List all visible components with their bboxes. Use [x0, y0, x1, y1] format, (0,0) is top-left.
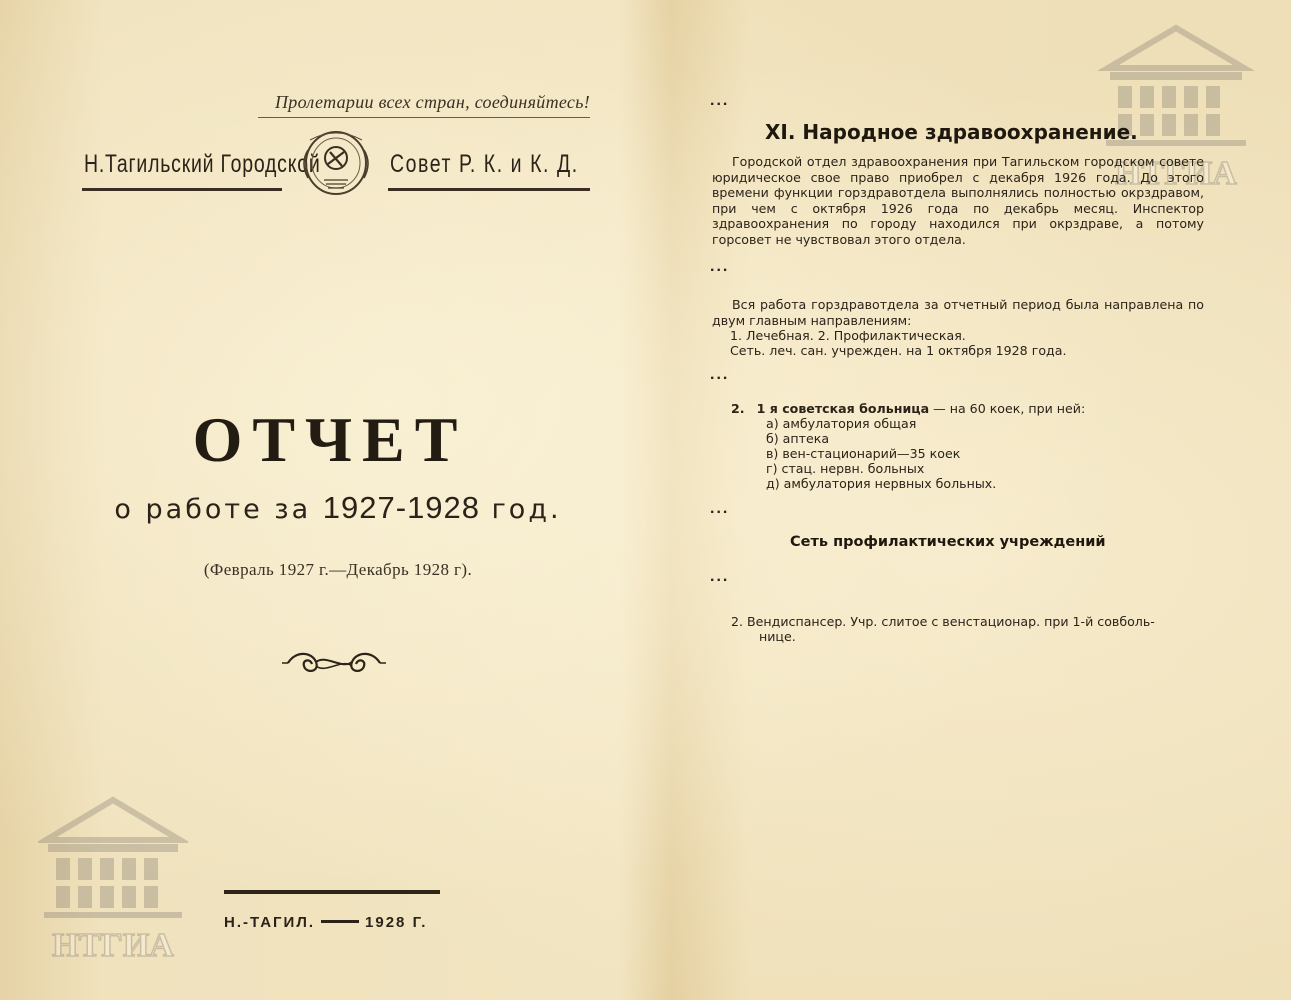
hospital-item: б) аптека — [766, 431, 830, 446]
ellipsis-marker: ... — [710, 500, 730, 517]
motto: Пролетарии всех стран, соединяйтесь! — [274, 92, 590, 112]
paragraph-directions: Вся работа горздравотдела за отчетный период была направлена по двум главным направлениям: — [712, 297, 1204, 328]
hospital-item: в) вен-стационарий—35 коек — [766, 446, 961, 461]
hospital-name: 1 я советская больница — [756, 401, 930, 416]
imprint-year: 1928 Г. — [365, 914, 428, 931]
network-text: Сеть. леч. сан. учрежден. на 1 октября 1928 года. — [730, 343, 1067, 358]
report-title: ОТЧЕТ — [192, 404, 468, 475]
watermark-label: НТГИА — [52, 927, 174, 964]
imprint-city: Н.-ТАГИЛ. — [224, 914, 316, 931]
hospital-item: г) стац. нервн. больных — [766, 461, 925, 476]
hospital-details: — на 60 коек, при ней: — [933, 401, 1086, 416]
soviet-emblem-icon — [294, 128, 378, 198]
ornament-flourish-icon — [278, 648, 390, 678]
report-period: (Февраль 1927 г.—Декабрь 1928 г). — [203, 560, 473, 579]
council-name-left: Н.Тагильский Городской — [84, 150, 321, 178]
imprint-dash — [321, 920, 359, 923]
hospital-number: 2. — [731, 401, 745, 416]
ellipsis-marker: ... — [710, 92, 730, 109]
watermark-label-right: НТГИА — [1115, 155, 1237, 192]
archive-watermark-icon — [38, 796, 188, 966]
ellipsis-marker: ... — [710, 258, 730, 275]
council-underline-right — [388, 188, 590, 191]
hospital-entry — [731, 401, 1085, 416]
paragraph-city-health-dept: Городской отдел здравоохранения при Тагильском городском совете юридическое свое право приобрел с декабря 1926 года. До этого времени функции горздравотдела выполнялись полностью окрздравом, при чем с октября 1926 года по декабрь месяц. Инспектор здравоохранения по городу находился при окрздраве, а потому горсовет не чувствовал этого отдела. — [712, 154, 1204, 247]
directions-list: 1. Лечебная. 2. Профилактическая. — [730, 328, 966, 343]
ellipsis-marker: ... — [710, 366, 730, 383]
vendispensary-line-cont: нице. — [759, 629, 796, 644]
motto-underline — [258, 117, 590, 118]
section-title: XI. Народное здравоохранение. — [765, 120, 1138, 144]
imprint-rule — [224, 890, 440, 894]
report-subtitle — [0, 490, 676, 526]
network-heading — [730, 343, 1066, 358]
ellipsis-marker: ... — [710, 568, 730, 585]
hospital-item: д) амбулатория нервных больных. — [766, 476, 997, 491]
imprint — [224, 914, 444, 931]
subtitle-years: 1927-1928 — [322, 490, 481, 525]
subtitle-prefix: о работе за — [114, 494, 312, 525]
council-name-right: Совет Р. К. и К. Д. — [390, 150, 579, 178]
council-underline-left — [82, 188, 282, 191]
vendispensary-line: 2. Вендиспансер. Учр. слитое с венстационар. при 1-й совболь- — [731, 614, 1155, 629]
subtitle-suffix: год. — [491, 494, 562, 525]
hospital-item: а) амбулатория общая — [766, 416, 917, 431]
subsection-title: Сеть профилактических учреждений — [790, 534, 1106, 550]
